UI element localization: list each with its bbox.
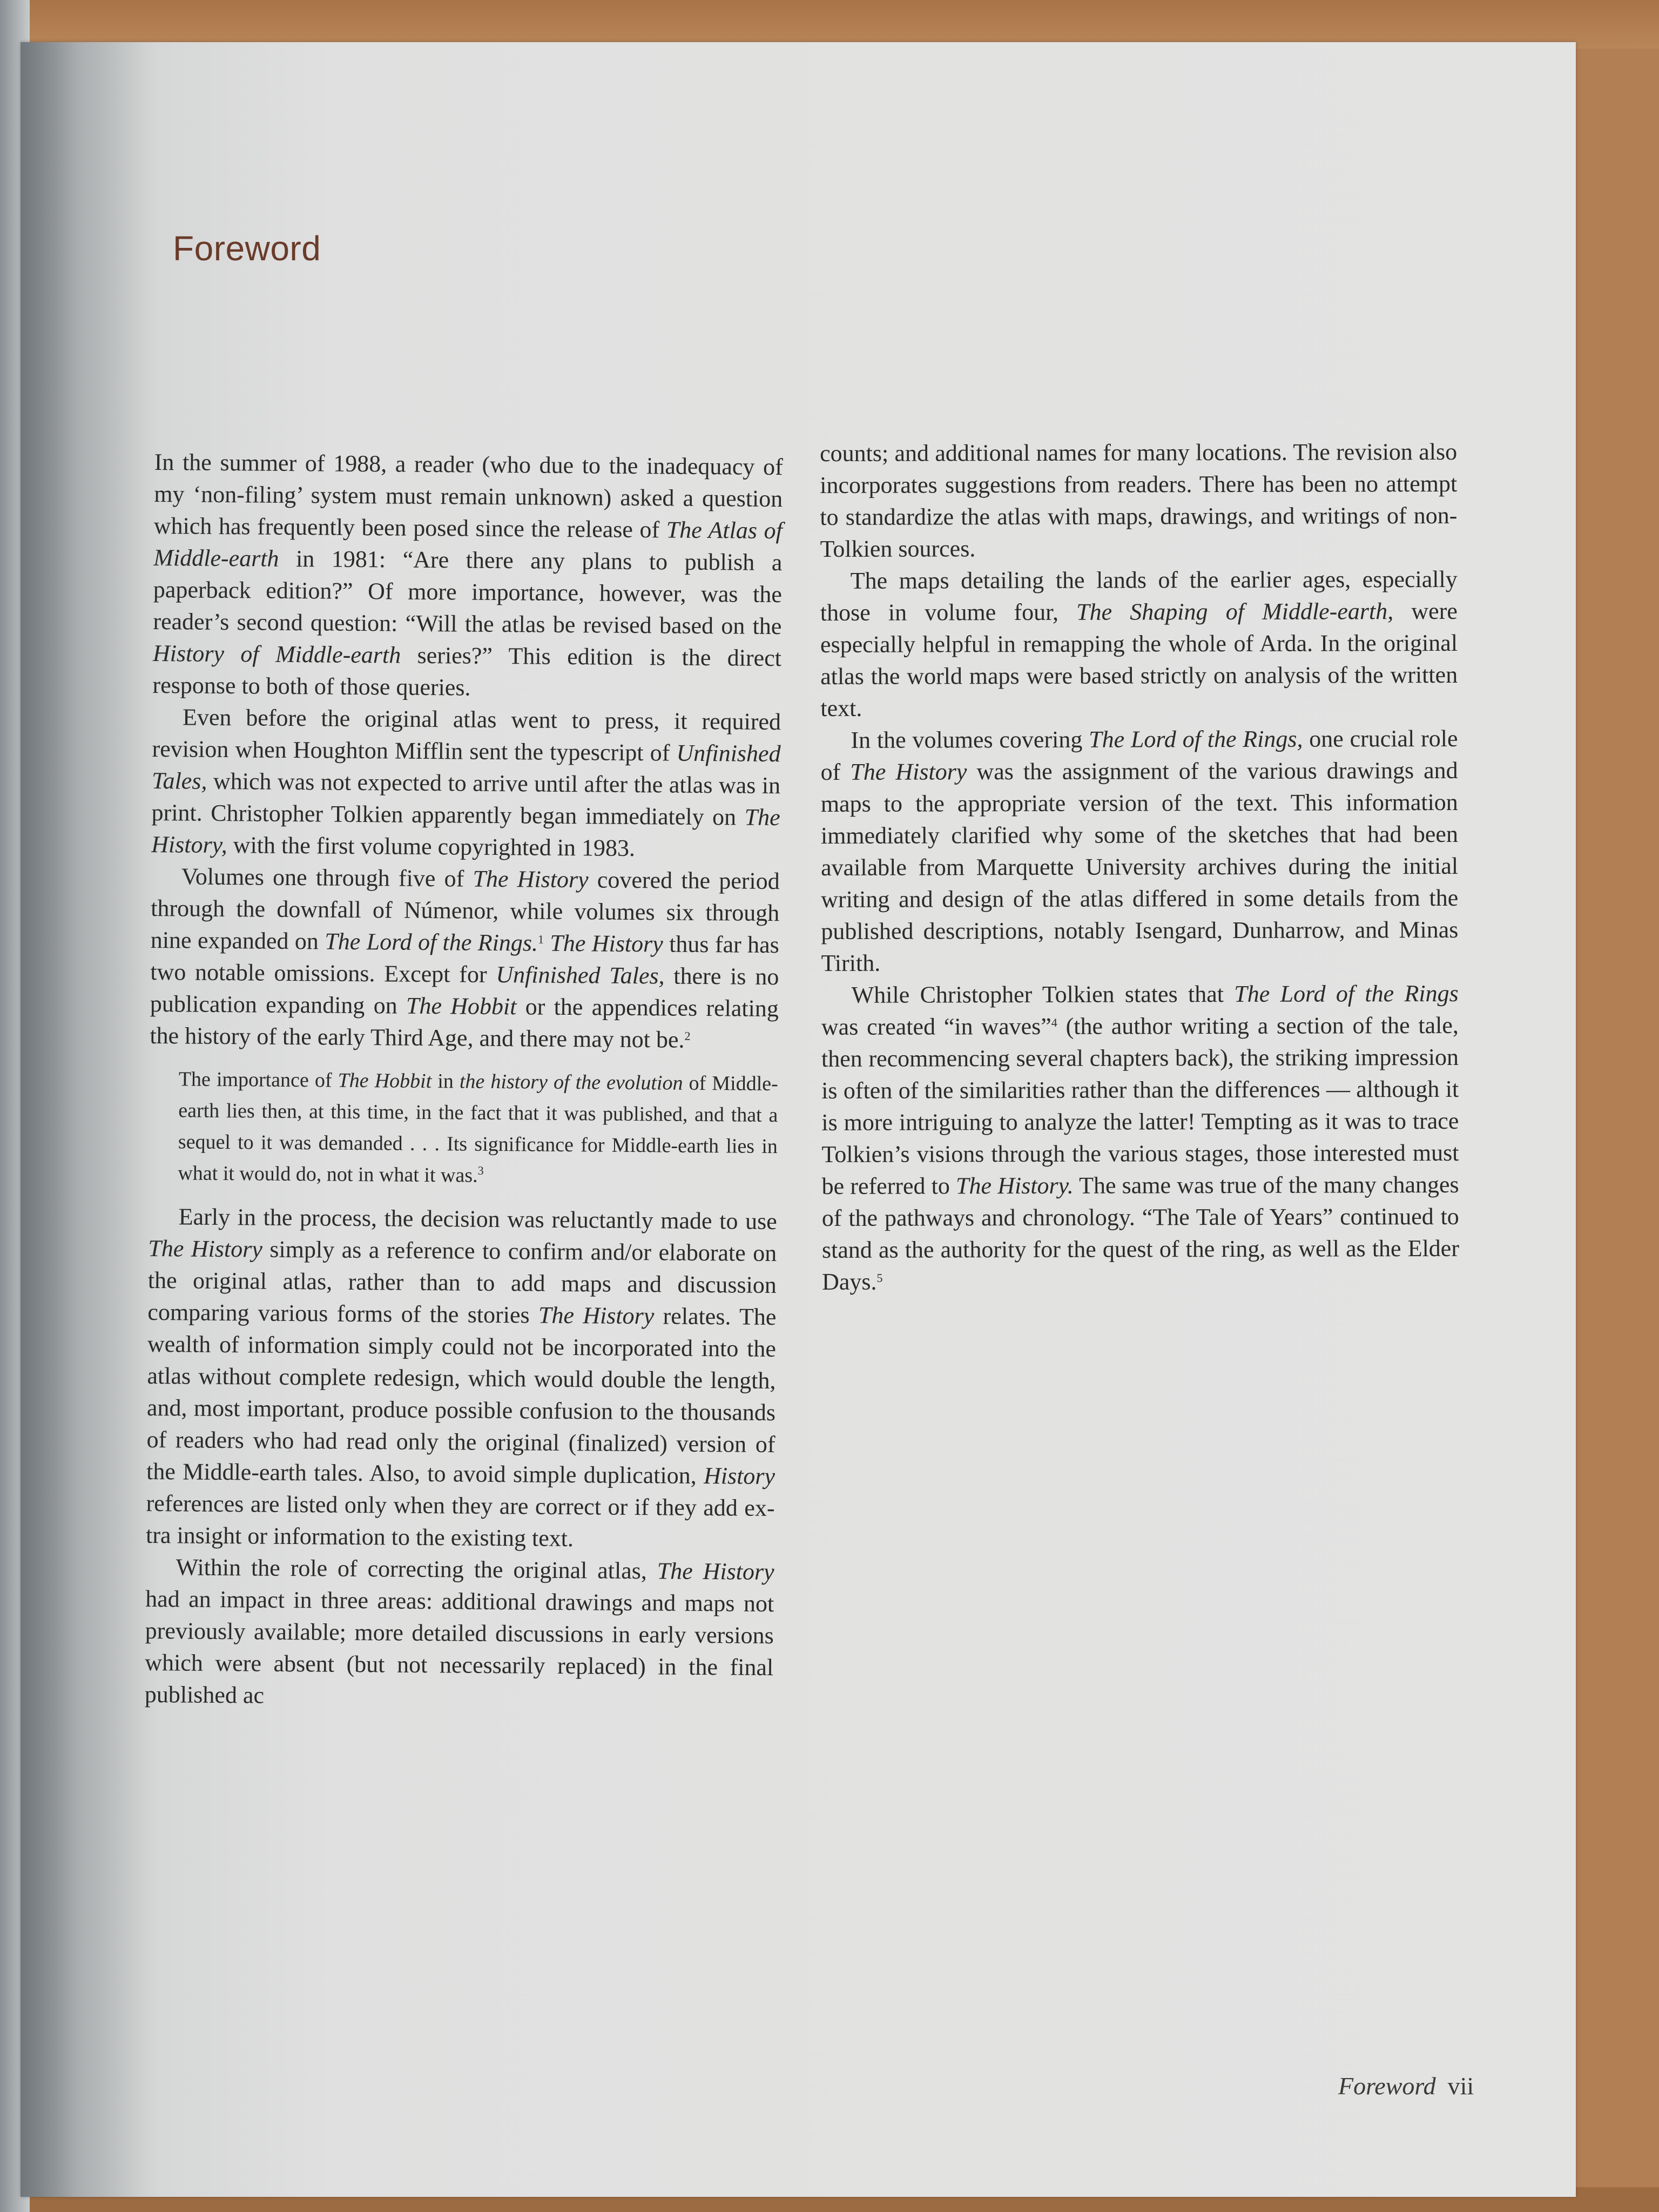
text-span: [544, 930, 550, 956]
text-span: While Christopher Tolkien states that: [851, 980, 1235, 1008]
text-span: of Middle-earth lies then, at this time, in the fact that it was published, and that a sequel to it was demanded . . . Its significance for Middle-earth lies in what it would do, not in what it was.: [178, 1071, 778, 1187]
italic-title: The History: [148, 1235, 263, 1263]
text-span: which was not expected to arrive until after the atlas was in print. Christopher Tolkien apparently began immediately on: [151, 767, 781, 831]
text-span: Volumes one through five of: [181, 863, 473, 892]
italic-title: The History,: [151, 804, 780, 859]
italic-title: The History: [473, 865, 589, 893]
text-span: were especially helpful in remapping the whole of Arda. In the original atlas the world maps were based strictly on analysis of the written text.: [820, 597, 1458, 721]
text-span: (the author writing a section of the tale, then recommencing several chapters back), the striking impression is often of the similarities rather than the differences — although it is more intriguing to analyze the latter! Tempting as it was to trace Tolkien’s visions through the various stages, those interested must be referred to: [821, 1011, 1459, 1199]
footnote-marker: 3: [477, 1163, 484, 1177]
italic-title: The Hobbit: [338, 1069, 432, 1093]
paragraph-1: [152, 446, 783, 706]
text-span: The same was true of the many changes of the pathways and chronology. “The Tale of Years” continued to stand as the authority for the quest of the ring, as well as the Elder Days.: [821, 1171, 1459, 1295]
paragraph-6: counts; and additional names for many locations. The revision also incorporates suggestions from readers. There has been no attempt to standardize the atlas with maps, drawings, and writings of non-Tolkien sources.: [820, 438, 1458, 562]
text-span: in: [431, 1070, 460, 1093]
italic-title: The History: [538, 1301, 655, 1330]
text-span: The importance of: [178, 1068, 338, 1092]
text-span: Even before the original atlas went to press, it required revision when Houghton Mifflin sent the typescript of: [152, 704, 781, 766]
desk-surface-top: [0, 0, 1659, 49]
italic-title: The Shaping of Middle-earth,: [1076, 598, 1394, 625]
italic-title: The Lord of the Rings.: [325, 928, 538, 956]
footnote-marker: 1: [537, 932, 544, 946]
page-gutter-shadow: [21, 42, 145, 2197]
text-span: series?” This edition is the direct response to both of those queries.: [152, 642, 782, 701]
text-span: one crucial role of: [820, 725, 1458, 785]
italic-title: The History: [850, 758, 967, 785]
text-span: in 1981: “Are there any plans to publish a paperback edition?” Of more importance, however, was the reader’s second question: “Will the atlas be revised based on the: [153, 545, 783, 640]
text-span: there is no publication expanding on: [150, 962, 779, 1019]
text-span: covered the period through the downfall of Númenor, while volumes six through nine expanded on: [150, 866, 780, 955]
paragraph-2: [151, 701, 781, 865]
paragraph-8: [820, 723, 1458, 979]
italic-phrase: the history of the evolution: [459, 1070, 683, 1095]
text-span: In the summer of 1988, a reader (who due to the inadequacy of my ‘non-filing’ system must remain unknown) asked a question which has frequently been posed since the release of: [153, 448, 783, 543]
footnote-marker: 2: [684, 1029, 691, 1043]
page-heading: Foreword: [173, 229, 321, 268]
text-span: In the volumes covering: [851, 726, 1089, 753]
text-span: or the appendices relating the history of the early Third Age, and there may not be.: [150, 993, 779, 1053]
book-page: [21, 42, 1576, 2197]
text-span: relates. The wealth of information simply could not be incorporated into the atlas without complete redesign, which would double the length, and, most important, produce possible confusion to the thousands of readers who had read only the original (finalized) version of the Middle-earth tales. Also, to avoid simple duplication,: [146, 1303, 777, 1489]
italic-title: The Lord of the Rings: [1234, 980, 1459, 1007]
italic-title: History of Middle-earth: [152, 639, 401, 669]
text-span: The maps detailing the lands of the earlier ages, especially those in volume four,: [820, 565, 1458, 626]
text-span: simply as a reference to confirm and/or elaborate on the original atlas, rather than to add maps and discussion comparing various forms of the stories: [147, 1236, 777, 1328]
text-span: had an impact in three areas: additional drawings and maps not previously available; more detailed discussions in early versions which were absent (but not necessarily replaced) in the final published ac: [144, 1585, 774, 1709]
italic-title: The Hobbit: [406, 992, 517, 1020]
paragraph-3: [150, 860, 780, 1056]
text-span: with the first volume copyrighted in 1983.: [227, 832, 636, 862]
text-span: references are listed only when they are correct or if they add extra insight or information to the existing text.: [145, 1489, 775, 1552]
paragraph-4: [146, 1201, 777, 1556]
italic-title: The Lord of the Rings,: [1089, 725, 1303, 753]
text-column-left: [145, 446, 783, 1715]
italic-title: The History.: [955, 1172, 1074, 1199]
text-span: was created “in waves”: [821, 1013, 1051, 1040]
page-number: vii: [1447, 2072, 1474, 2100]
italic-title: The History: [657, 1557, 774, 1586]
text-span: Early in the process, the decision was reluctantly made to use: [178, 1203, 777, 1235]
italic-title: Unfinished Tales,: [496, 961, 665, 989]
block-quote: [178, 1063, 778, 1193]
paragraph-9: [821, 977, 1460, 1298]
text-span: thus far has two notable omissions. Except for: [150, 930, 779, 988]
footer-section-title: Foreword: [1338, 2072, 1436, 2100]
italic-title: The Atlas of Middle-earth: [153, 516, 783, 572]
paragraph-7: [820, 563, 1458, 724]
running-footer: [1338, 2072, 1474, 2100]
footnote-marker: 4: [1051, 1015, 1057, 1029]
italic-title: The History: [550, 929, 663, 957]
text-column-right: [820, 436, 1459, 1298]
italic-title: History: [703, 1462, 775, 1490]
text-span: was the assignment of the various drawings and maps to the appropriate version of the text. This information immediately clarified why some of the sketches that had been available from Marquette University archives during the initial writing and design of the atlas differed in some details from the published descriptions, notably Isengard, Dunharrow, and Minas Tirith.: [820, 757, 1459, 976]
footnote-marker: 5: [876, 1271, 883, 1285]
text-span: Within the role of correcting the original atlas,: [176, 1554, 657, 1584]
italic-title: Unfinished Tales,: [151, 739, 781, 794]
paragraph-5: [145, 1551, 774, 1715]
